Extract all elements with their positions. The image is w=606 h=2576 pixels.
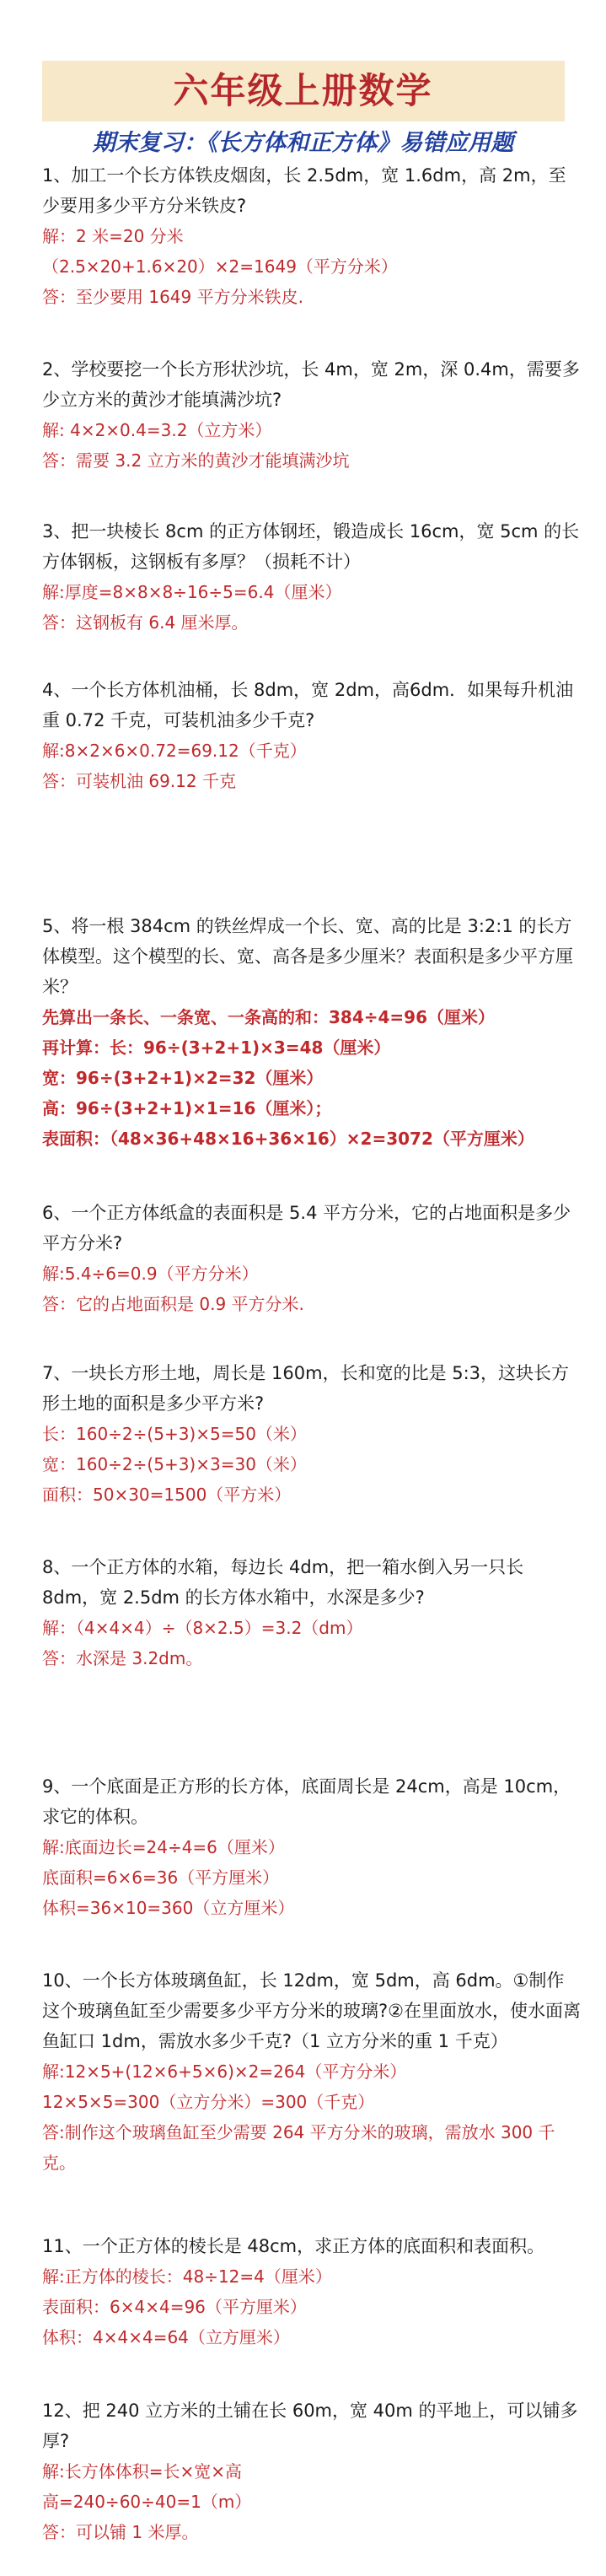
answer-line: 解:正方体的棱长：48÷12=4（厘米） [42, 2266, 332, 2287]
answer-line: 答：它的占地面积是 0.9 平方分米. [42, 1294, 304, 1314]
problem-11 [42, 2231, 582, 2352]
problem-12 [42, 2395, 582, 2547]
answer-line: 解：（4×4×4）÷（8×2.5）=3.2（dm） [42, 1618, 363, 1638]
page-title: 六年级上册数学 [173, 70, 433, 111]
answer-line: 先算出一条长、一条宽、一条高的和：384÷4=96（厘米） [42, 1007, 496, 1027]
problem-3 [42, 516, 582, 638]
page-subtitle: 期末复习：《长方体和正方体》易错应用题 [92, 130, 514, 156]
answer-line: 体积：4×4×4=64（立方厘米） [42, 2327, 290, 2347]
problem-question: 1、加工一个长方体铁皮烟囱，长 2.5dm，宽 1.6dm，高 2m，至少要用多少平方分米铁皮? [42, 165, 566, 216]
problem-7 [42, 1358, 582, 1510]
answer-line: 解:8×2×6×0.72=69.12（千克） [42, 741, 307, 761]
answer-line: 解:长方体体积=长×宽×高 [42, 2461, 243, 2482]
answer-line: 解:5.4÷6=0.9（平方分米） [42, 1264, 259, 1284]
answer-line: 12×5×5=300（立方分米）=300（千克） [42, 2092, 375, 2112]
answer-line: 宽：96÷(3+2+1)×2=32（厘米） [42, 1068, 324, 1088]
problem-4 [42, 675, 582, 796]
answer-line: 表面积：（48×36+48×16+36×16）×2=3072（平方厘米） [42, 1129, 534, 1149]
answer-line: 高=240÷60÷40=1（m） [42, 2492, 252, 2512]
problem-question: 11、一个正方体的棱长是 48cm，求正方体的底面积和表面积。 [42, 2236, 545, 2256]
problem-1 [42, 160, 582, 312]
problem-10 [42, 1965, 582, 2178]
answer-line: 解:底面边长=24÷4=6（厘米） [42, 1837, 285, 1857]
answer-line: 答：这钢板有 6.4 厘米厚。 [42, 612, 249, 633]
problem-question: 5、将一根 384cm 的铁丝焊成一个长、宽、高的比是 3:2:1 的长方体模型。这个模型的长、宽、高各是多少厘米？表面积是多少平方厘米？ [42, 916, 573, 997]
problem-2 [42, 354, 582, 476]
answer-line: 答：需要 3.2 立方米的黄沙才能填满沙坑 [42, 450, 350, 471]
problem-question: 2、学校要挖一个长方形状沙坑，长 4m，宽 2m，深 0.4m，需要多少立方米的黄沙才能填满沙坑? [42, 359, 580, 410]
answer-line: 答:制作这个玻璃鱼缸至少需要 264 平方分米的玻璃，需放水 300 千克。 [42, 2122, 555, 2173]
answer-line: 高：96÷(3+2+1)×1=16（厘米）； [42, 1098, 332, 1118]
problem-question: 8、一个正方体的水箱，每边长 4dm，把一箱水倒入另一只长 8dm，宽 2.5dm 的长方体水箱中，水深是多少? [42, 1557, 524, 1608]
answer-line: 答：水深是 3.2dm。 [42, 1648, 203, 1668]
answer-line: 面积：50×30=1500（平方米） [42, 1485, 292, 1505]
problem-question: 9、一个底面是正方形的长方体，底面周长是 24cm，高是 10cm，求它的体积。 [42, 1776, 571, 1827]
problem-5 [42, 911, 582, 1154]
answer-line: 底面积=6×6=36（平方厘米） [42, 1867, 280, 1888]
answer-line: 体积=36×10=360（立方厘米） [42, 1898, 295, 1918]
problem-question: 4、一个长方体机油桶，长 8dm，宽 2dm，高6dm．如果每升机油重 0.72 千克，可装机油多少千克? [42, 680, 574, 730]
answer-line: 解:厚度=8×8×8÷16÷5=6.4（厘米） [42, 582, 342, 602]
answer-line: 答：可装机油 69.12 千克 [42, 771, 236, 791]
problem-question: 3、把一块棱长 8cm 的正方体钢坯，锻造成长 16cm，宽 5cm 的长方体钢板，这钢板有多厚？（损耗不计） [42, 521, 580, 572]
problem-6 [42, 1198, 582, 1319]
problem-question: 7、一块长方形土地，周长是 160m，长和宽的比是 5:3，这块长方形土地的面积是多少平方米? [42, 1363, 570, 1414]
problem-8 [42, 1552, 582, 1673]
answer-line: 长：160÷2÷(5+3)×5=50（米） [42, 1424, 307, 1444]
answer-line: 表面积：6×4×4=96（平方厘米） [42, 2297, 307, 2317]
problem-question: 10、一个长方体玻璃鱼缸，长 12dm，宽 5dm，高 6dm。①制作这个玻璃鱼缸至少需要多少平方分米的玻璃?②在里面放水，使水面离鱼缸口 1dm，需放水多少千克?（1 立方分米的重 1 千克） [42, 1970, 581, 2051]
answer-line: 答：至少要用 1649 平方分米铁皮. [42, 287, 303, 307]
answer-line: 宽：160÷2÷(5+3)×3=30（米） [42, 1454, 307, 1474]
answer-line: （2.5×20+1.6×20）×2=1649（平方分米） [42, 256, 398, 277]
answer-line: 解: 4×2×0.4=3.2（立方米） [42, 420, 272, 440]
problem-9 [42, 1771, 582, 1923]
problem-question: 6、一个正方体纸盒的表面积是 5.4 平方分米，它的占地面积是多少平方分米? [42, 1203, 571, 1253]
problem-question: 12、把 240 立方米的土铺在长 60m，宽 40m 的平地上，可以铺多厚? [42, 2401, 578, 2451]
answer-line: 解:12×5+(12×6+5×6)×2=264（平方分米） [42, 2061, 407, 2082]
answer-line: 再计算：长：96÷(3+2+1)×3=48（厘米） [42, 1037, 391, 1058]
answer-line: 解：2 米=20 分米 [42, 226, 184, 246]
answer-line: 答：可以铺 1 米厚。 [42, 2522, 199, 2542]
